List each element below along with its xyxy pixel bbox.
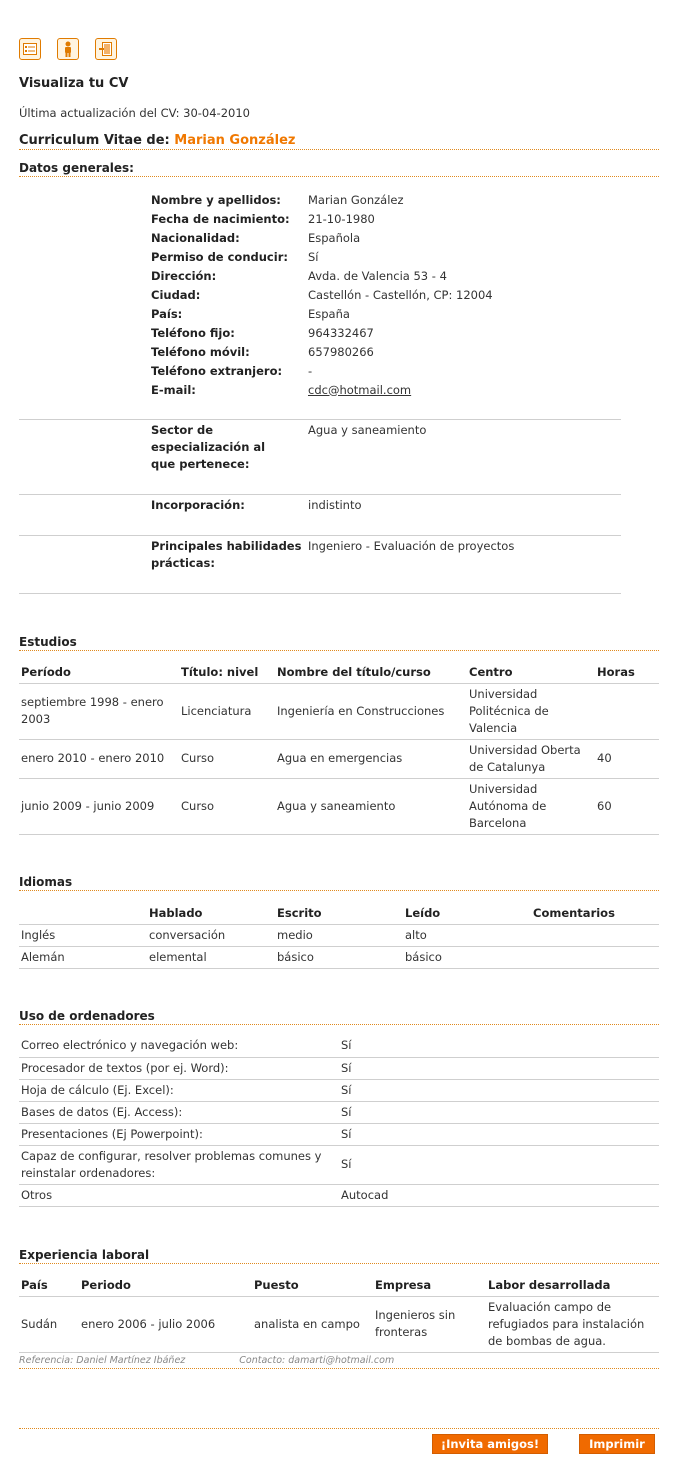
section-experience: Experiencia laboral — [19, 1248, 659, 1264]
gen-row: Fecha de nacimiento: 21-10-1980 — [151, 211, 375, 226]
table-header: País Periodo Puesto Empresa Labor desarrollada — [19, 1274, 659, 1296]
table-header: Período Título: nivel Nombre del título/curso Centro Horas — [19, 661, 659, 683]
contact: Contacto: damarti@hotmail.com — [239, 1355, 395, 1366]
section-computers: Uso de ordenadores — [19, 1009, 659, 1025]
gen-row: Teléfono móvil: 657980266 — [151, 344, 374, 359]
general-data — [151, 190, 621, 399]
table-row: Presentaciones (Ej Powerpoint): Sí — [19, 1123, 659, 1145]
email-link[interactable]: cdc@hotmail.com — [308, 382, 412, 397]
section-languages: Idiomas — [19, 875, 659, 891]
divider — [19, 419, 621, 420]
cv-owner — [19, 133, 659, 150]
divider — [19, 494, 621, 495]
incorporation-block — [151, 497, 621, 514]
reference-line — [19, 1355, 659, 1369]
skills-block — [151, 538, 621, 572]
divider — [19, 593, 621, 594]
exit-door-icon[interactable] — [95, 38, 117, 60]
gen-row: Dirección: Avda. de Valencia 53 - 4 — [151, 268, 447, 283]
table-row: Otros Autocad — [19, 1184, 659, 1206]
table-row: Bases de datos (Ej. Access): Sí — [19, 1101, 659, 1123]
table-row: Correo electrónico y navegación web: Sí — [19, 1035, 659, 1057]
toolbar — [19, 38, 117, 60]
table-row: junio 2009 - junio 2009 Curso Agua y saneamiento Universidad Autónoma de Barcelona 60 — [19, 778, 659, 834]
table-row: Sudán enero 2006 - julio 2006 analista en campo Ingenieros sin fronteras Evaluación campo de refugiados para instalación de bombas de agua. — [19, 1296, 659, 1352]
table-header: Hablado Escrito Leído Comentarios — [19, 902, 659, 924]
incorporation-value: indistinto — [308, 498, 362, 512]
cv-name: Marian González — [174, 133, 296, 148]
gen-row: Nombre y apellidos: Marian González — [151, 192, 404, 207]
gen-row: Ciudad: Castellón - Castellón, CP: 12004 — [151, 287, 493, 302]
gen-row: Nacionalidad: Española — [151, 230, 361, 245]
person-icon[interactable] — [57, 38, 79, 60]
footer-divider — [19, 1428, 659, 1429]
table-row: septiembre 1998 - enero 2003 Licenciatura Ingeniería en Construcciones Universidad Politécnica de Valencia — [19, 683, 659, 739]
section-studies: Estudios — [19, 635, 659, 651]
cv-of-label: Curriculum Vitae de: — [19, 133, 175, 148]
table-row: Capaz de configurar, resolver problemas comunes y reinstalar ordenadores: Sí — [19, 1145, 659, 1184]
table-row: Alemán elemental básico básico — [19, 946, 659, 968]
section-general: Datos generales: — [19, 161, 659, 177]
sector-label: Sector de especialización al que pertenece: — [151, 423, 266, 471]
table-row: Procesador de textos (por ej. Word): Sí — [19, 1057, 659, 1079]
gen-row: E-mail: cdc@hotmail.com — [151, 382, 412, 397]
sector-block — [151, 422, 621, 473]
gen-row: País: España — [151, 306, 350, 321]
reference: Referencia: Daniel Martínez Ibáñez — [19, 1355, 186, 1366]
skills-label: Principales habilidades prácticas: — [151, 539, 302, 570]
computers-table — [19, 1035, 659, 1207]
studies-table — [19, 661, 659, 835]
invite-friends-button[interactable]: ¡Invita amigos! — [432, 1434, 548, 1454]
languages-table — [19, 902, 659, 969]
table-row: Inglés conversación medio alto — [19, 924, 659, 946]
incorporation-label: Incorporación: — [151, 498, 245, 512]
sector-value: Agua y saneamiento — [308, 423, 427, 437]
skills-value: Ingeniero - Evaluación de proyectos — [308, 539, 515, 553]
table-row: Hoja de cálculo (Ej. Excel): Sí — [19, 1079, 659, 1101]
last-update: Última actualización del CV: 30-04-2010 — [19, 106, 250, 120]
experience-table — [19, 1274, 659, 1353]
gen-row: Teléfono extranjero: - — [151, 363, 313, 378]
divider — [19, 535, 621, 536]
gen-row: Permiso de conducir: Sí — [151, 249, 319, 264]
table-row: enero 2010 - enero 2010 Curso Agua en emergencias Universidad Oberta de Catalunya 40 — [19, 739, 659, 778]
gen-row: Teléfono fijo: 964332467 — [151, 325, 374, 340]
print-button[interactable]: Imprimir — [579, 1434, 655, 1454]
cv-list-icon[interactable] — [19, 38, 41, 60]
page-title: Visualiza tu CV — [19, 76, 129, 91]
